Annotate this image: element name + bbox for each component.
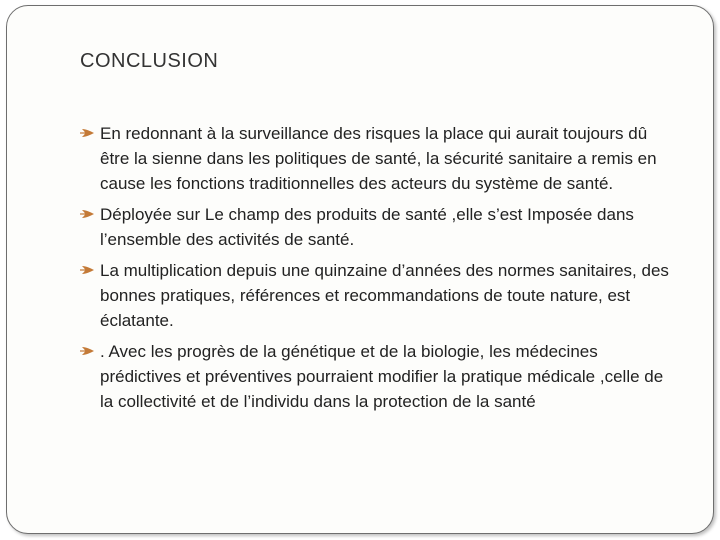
bullet-item (80, 202, 680, 252)
slide-title: CONCLUSION (80, 50, 219, 72)
bullet-arrow-icon (80, 127, 96, 139)
bullet-arrow-icon (80, 208, 96, 220)
bullet-list (80, 121, 680, 420)
bullet-item (80, 121, 680, 196)
bullet-text: La multiplication depuis une quinzaine d’années des normes sanitaires, des bonnes pratiques, références et recommandations de toute nature, est éclatante. (100, 261, 669, 330)
bullet-arrow-icon (80, 345, 96, 357)
bullet-text: En redonnant à la surveillance des risques la place qui aurait toujours dû être la sienne dans les politiques de santé, la sécurité sanitaire a remis en cause les fonctions traditionnelles des acteurs du système de santé. (100, 124, 657, 193)
bullet-arrow-icon (80, 264, 96, 276)
bullet-item (80, 258, 680, 333)
bullet-item (80, 339, 680, 414)
bullet-text: . Avec les progrès de la génétique et de la biologie, les médecines prédictives et préventives pourraient modifier la pratique médicale ,celle de la collectivité et de l’individu dans la protection de la santé (100, 342, 664, 411)
bullet-text: Déployée sur Le champ des produits de santé ,elle s’est Imposée dans l’ensemble des activités de santé. (100, 205, 634, 249)
